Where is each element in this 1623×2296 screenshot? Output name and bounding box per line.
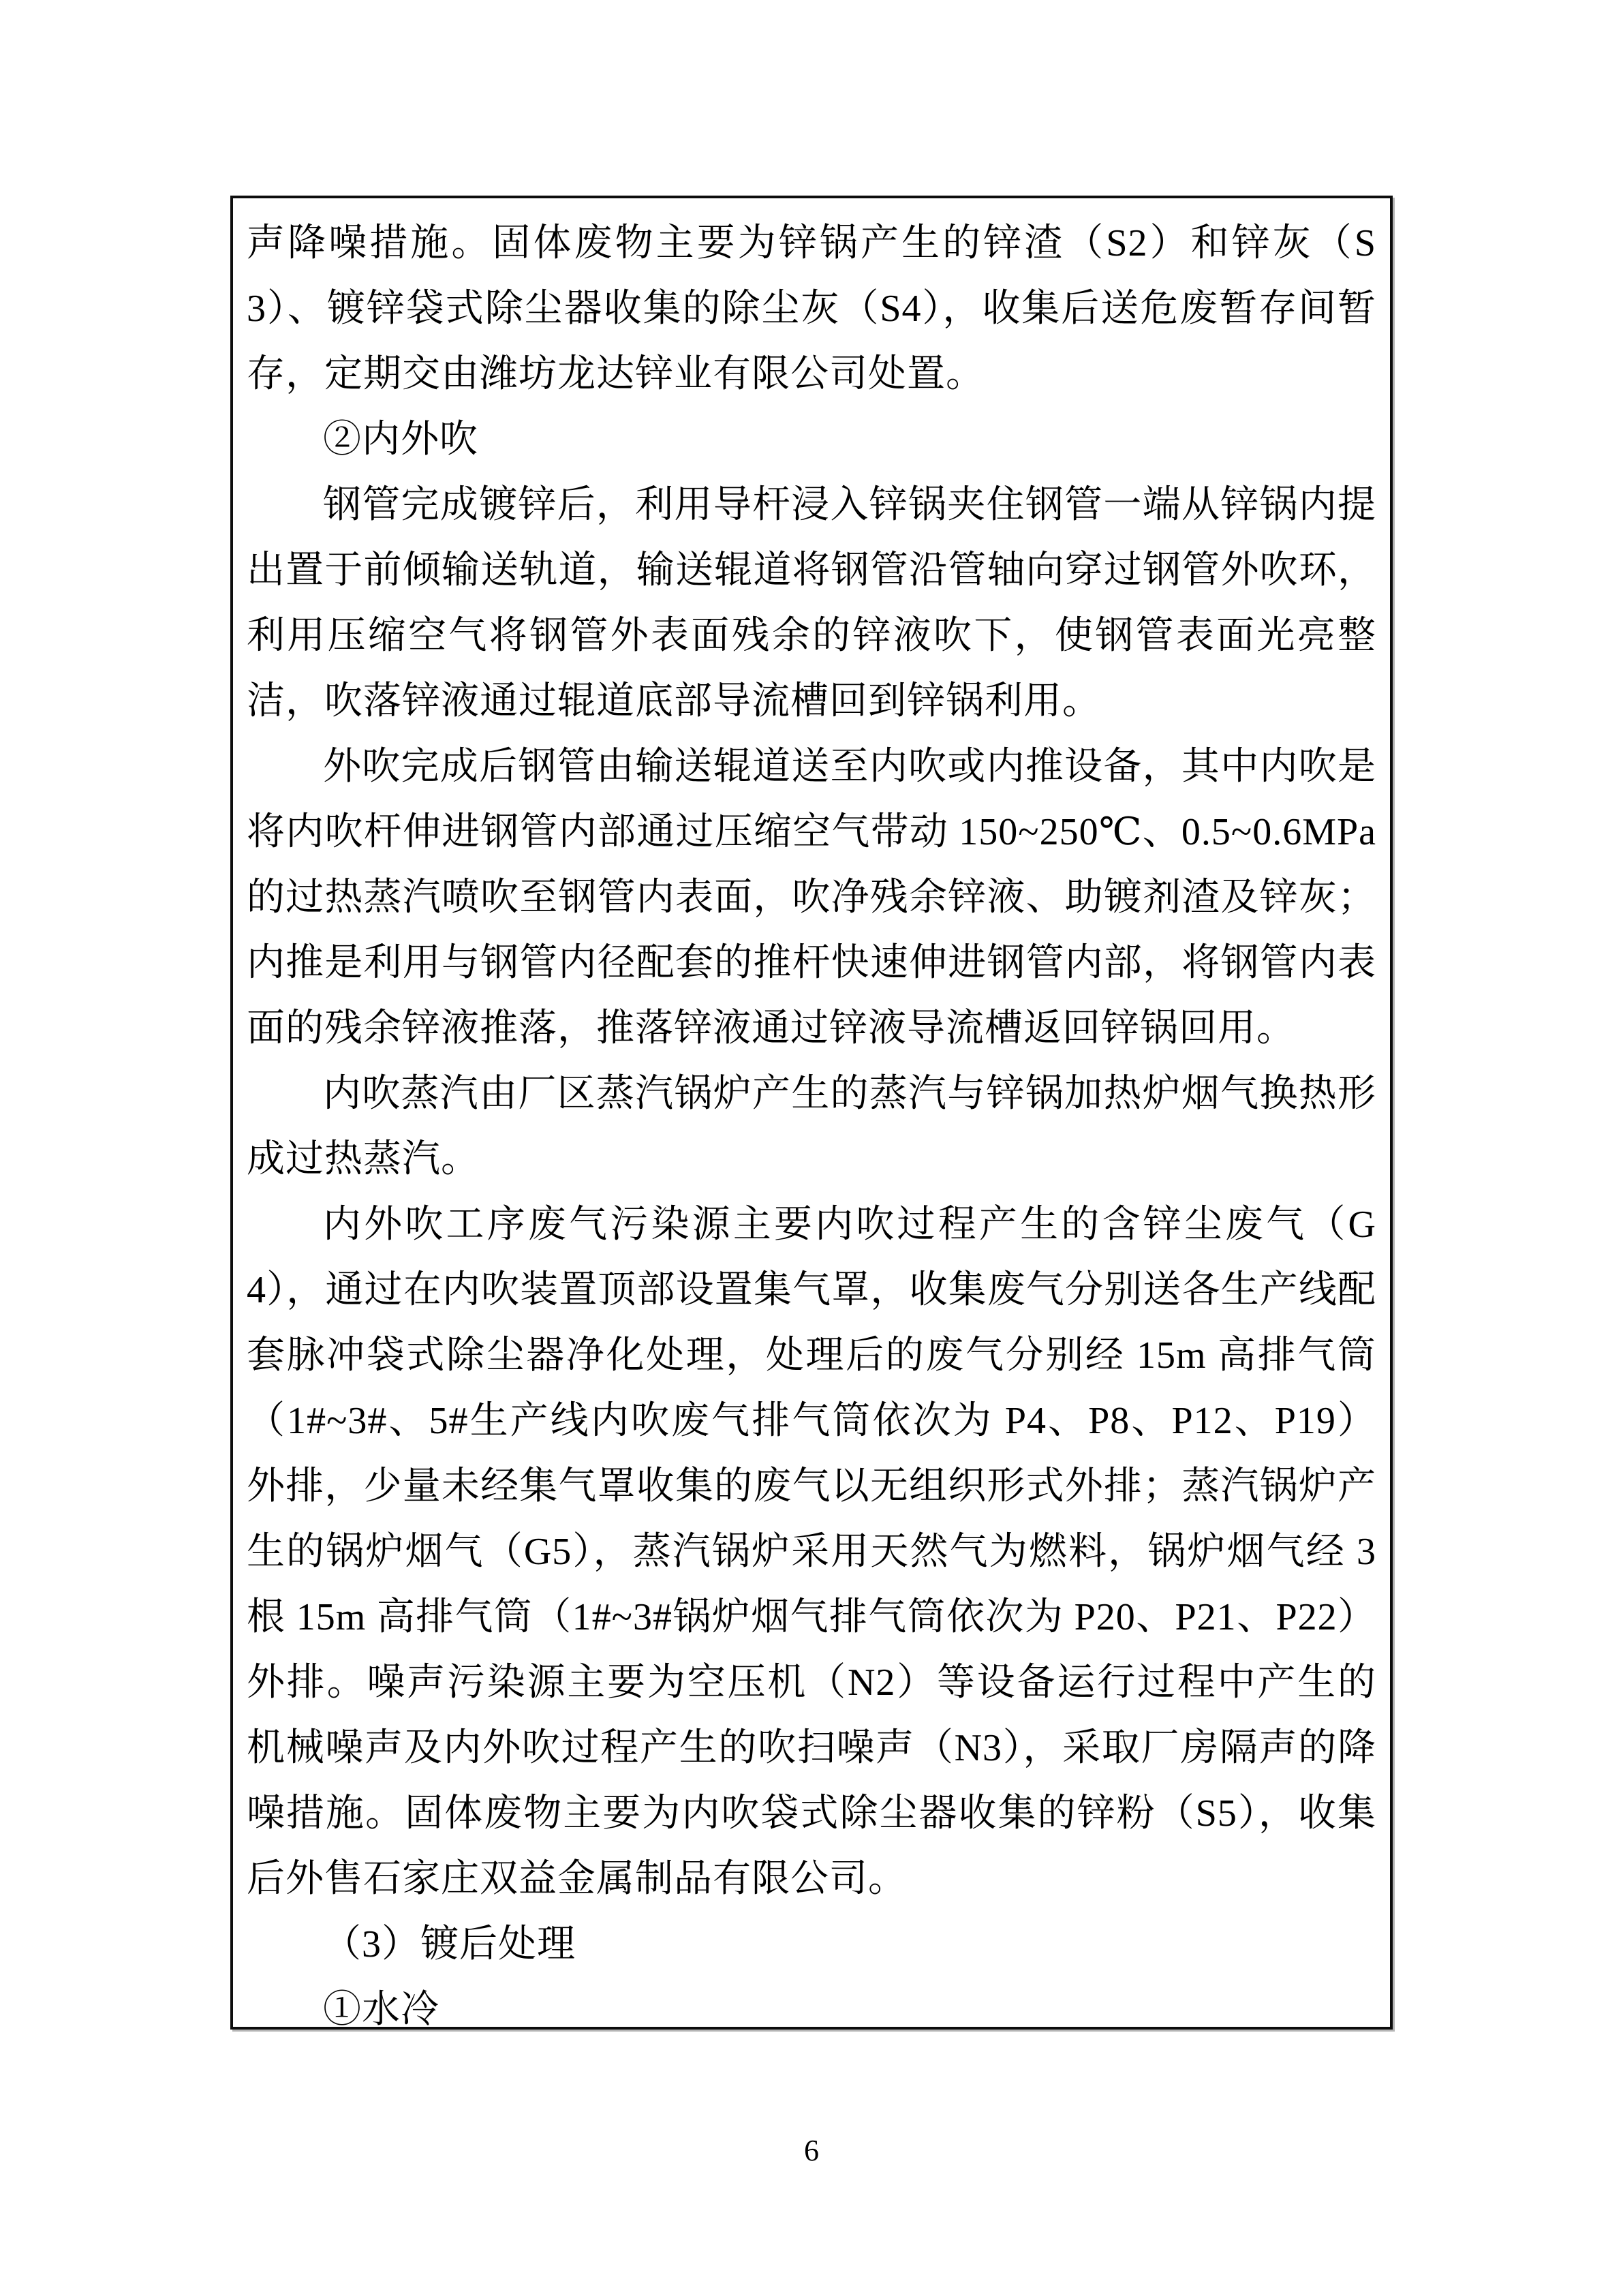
paragraph-inner-blow-process: 外吹完成后钢管由输送辊道送至内吹或内推设备，其中内吹是将内吹杆伸进钢管内部通过压缩空气带动 150~250℃、0.5~0.6MPa 的过热蒸汽喷吹至钢管内表面，吹净残余锌液、助镀剂渣及锌灰；内推是利用与钢管内径配套的推杆快速伸进钢管内部，将钢管内表面的残余锌液推落，推落锌液通过锌液导流槽返回锌锅回用。 (247, 746, 1376, 1050)
paragraph-continuation: 声降噪措施。固体废物主要为锌锅产生的锌渣（S2）和锌灰（S3）、镀锌袋式除尘器收集的除尘灰（S4），收集后送危废暂存间暂存，定期交由潍坊龙达锌业有限公司处置。 (247, 222, 1376, 395)
paragraph-heading-inner-outer-blow: ②内外吹 (323, 418, 478, 461)
text-content-box (230, 196, 1393, 2030)
page-number: 6 (804, 2134, 819, 2167)
paragraph-heading-water-cooling: ①水冷 (323, 1989, 439, 2030)
paragraph-pollution-sources: 内外吹工序废气污染源主要内吹过程产生的含锌尘废气（G4），通过在内吹装置顶部设置集气罩，收集废气分别送各生产线配套脉冲袋式除尘器净化处理，处理后的废气分别经 15m 高排气筒（1#~3#、5#生产线内吹废气排气筒依次为 P4、P8、P12、P19）外排，少量未经集气罩收集的废气以无组织形式外排；蒸汽锅炉产生的锅炉烟气（G5），蒸汽锅炉采用天然气为燃料，锅炉烟气经 3 根 15m 高排气筒（1#~3#锅炉烟气排气筒依次为 P20、P21、P22）外排。噪声污染源主要为空压机（N2）等设备运行过程中产生的机械噪声及内外吹过程产生的吹扫噪声（N3），采取厂房隔声的降噪措施。固体废物主要为内吹袋式除尘器收集的锌粉（S5），收集后外售石家庄双益金属制品有限公司。 (247, 1204, 1376, 1900)
paragraph-outer-blow-process: 钢管完成镀锌后，利用导杆浸入锌锅夹住钢管一端从锌锅内提出置于前倾输送轨道，输送辊道将钢管沿管轴向穿过钢管外吹环，利用压缩空气将钢管外表面残余的锌液吹下，使钢管表面光亮整洁，吹落锌液通过辊道底部导流槽回到锌锅利用。 (247, 484, 1376, 722)
paragraph-heading-post-plating: （3）镀后处理 (323, 1923, 576, 1965)
paragraph-steam-source: 内吹蒸汽由厂区蒸汽锅炉产生的蒸汽与锌锅加热炉烟气换热形成过热蒸汽。 (247, 1073, 1376, 1180)
